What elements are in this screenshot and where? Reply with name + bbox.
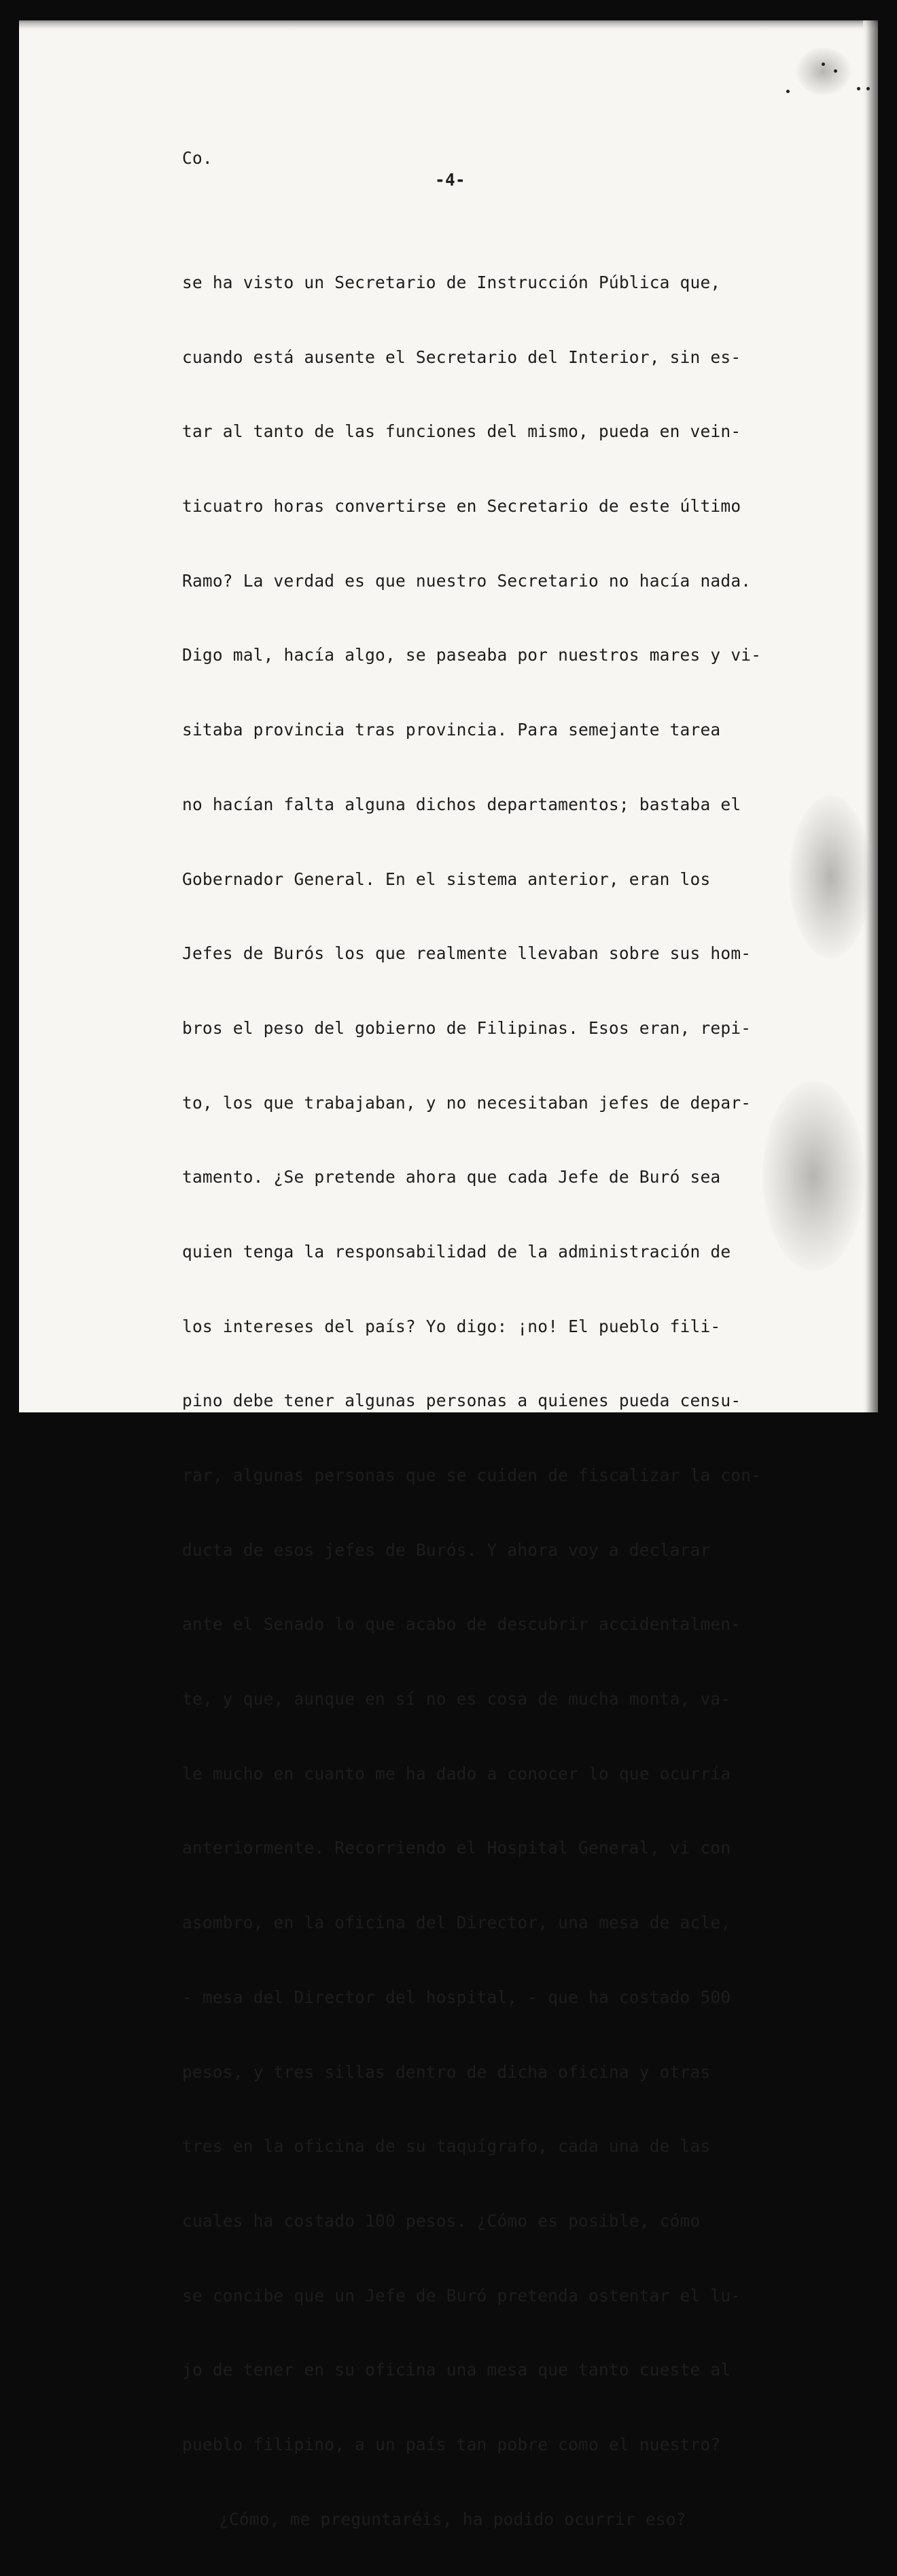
text-line: pino debe tener algunas personas a quienes pueda censu- [182, 1391, 741, 1411]
text-line: tres en la oficina de su taquígrafo, cada una de las [182, 2136, 711, 2157]
text-line: ducta de esos jefes de Burós. Y ahora voy a declarar [182, 1539, 711, 1560]
text-line: se concibe que un Jefe de Buró pretenda ostentar el lu- [182, 2285, 741, 2305]
text-line: Ramo? La verdad es que nuestro Secretario no hacía nada. [182, 570, 752, 591]
text-line: le mucho en cuanto me ha dado a conocer lo que ocurría [182, 1763, 731, 1783]
text-line: ¿Cómo, me preguntaréis, ha podido ocurrir eso? [219, 2509, 686, 2529]
text-line: bros el peso del gobierno de Filipinas. Esos eran, repi- [182, 1017, 752, 1038]
scan-speck [866, 87, 870, 90]
text-line: cuales ha costado 100 pesos. ¿Cómo es posible, cómo [182, 2210, 701, 2231]
text-line: ticuatro horas convertirse en Secretario de este último [182, 496, 741, 517]
text-line: pueblo filipino, a un país tan pobre como el nuestro? [182, 2434, 721, 2454]
page-top-edge [19, 20, 878, 31]
text-line: Gobernador General. En el sistema anterior, eran los [182, 869, 711, 889]
scan-speck [822, 63, 825, 66]
header-marker: Co. [182, 148, 213, 168]
text-line: rar, algunas personas que se cuiden de fiscalizar la con- [182, 1465, 762, 1485]
text-line: ante el Senado lo que acabo de descubrir accidentalmen- [182, 1614, 741, 1635]
text-line: sitaba provincia tras provincia. Para semejante tarea [182, 720, 721, 740]
text-line: quien tenga la responsabilidad de la administración de [182, 1241, 731, 1261]
text-line: no hacían falta alguna dichos departamentos; bastaba el [182, 794, 741, 814]
text-line: to, los que trabajaban, y no necesitaban jefes de depar- [182, 1092, 752, 1113]
text-line: cuando está ausente el Secretario del Interior, sin es- [182, 347, 741, 367]
page-right-edge [863, 20, 878, 1412]
text-line: Jefes de Burós los que realmente llevaban sobre sus hom- [182, 943, 752, 964]
text-line: pesos, y tres sillas dentro de dicha oficina y otras [182, 2061, 711, 2082]
text-line: te, y que, aunque en sí no es cosa de mucha monta, va- [182, 1689, 731, 1709]
text-line: jo de tener en su oficina una mesa que tanto cueste al [182, 2360, 731, 2380]
scan-speck [834, 69, 837, 73]
text-line: - mesa del Director del hospital, - que ha costado 500 [182, 1987, 731, 2007]
page-number: -4- [435, 170, 465, 190]
text-line: anteriormente. Recorriendo el Hospital General, vi con [182, 1838, 731, 1858]
body-text [182, 226, 761, 2576]
scan-smudge [762, 1081, 864, 1271]
text-line: tar al tanto de las funciones del mismo, pueda en vein- [182, 421, 741, 442]
scan-smudge [790, 795, 871, 958]
text-line: los intereses del país? Yo digo: ¡no! El pueblo fili- [182, 1316, 721, 1336]
document-page [19, 20, 878, 2529]
text-line: asombro, en la oficina del Director, una mesa de acle, [182, 1913, 731, 1933]
text-line: Digo mal, hacía algo, se paseaba por nuestros mares y vi- [182, 645, 762, 665]
text-line: se ha visto un Secretario de Instrucción Pública que, [182, 273, 721, 292]
scan-speck [857, 87, 860, 90]
scan-speck [786, 90, 790, 93]
scan-smudge [796, 48, 851, 95]
text-line: tamento. ¿Se pretende ahora que cada Jefe de Buró sea [182, 1167, 721, 1187]
